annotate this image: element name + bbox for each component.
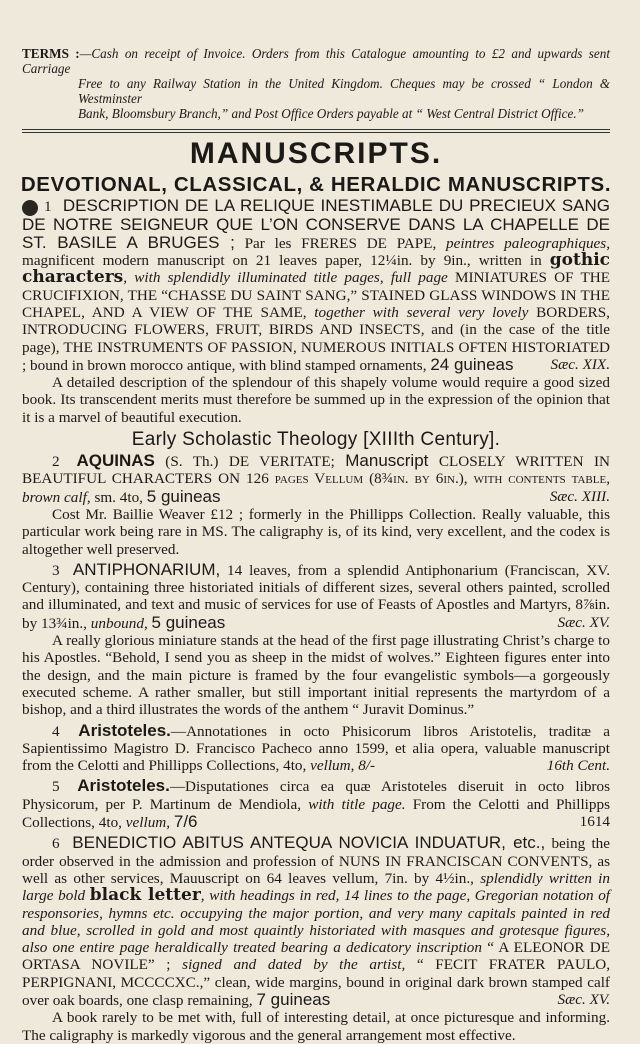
- terms-heading: TERMS :: [22, 46, 80, 61]
- lot-entry-4: 4 Aristoteles.—Annotationes in octo Phisicorum libros Aristotelis, traditæ a Sapientissimo Magistro D. Francisco Pacheco anno 1599, et alia opera, valuable manuscript from the Celotti and Phillipps Collections, 4to, vellum, 8/- 16th Cent.: [22, 720, 610, 775]
- lot-century: 16th Cent.: [546, 757, 610, 775]
- lot-century: Sæc. XIII.: [549, 487, 610, 505]
- lot-heading: Aristoteles.: [78, 720, 171, 740]
- lot-text: being the order observed in the admission and profession of NUNS IN FRANCISCAN CONVENTS, as well as other services, Mauuscript on 64 leaves vellum, 7in. by 4½in.,: [22, 835, 611, 887]
- lot-number: 1: [44, 198, 52, 215]
- lot-price: 7/6: [173, 812, 198, 832]
- lot-italic-text: vellum: [125, 814, 167, 832]
- lot-note: A really glorious miniature stands at the head of the first page illustrating Christ’s charge to his Apostles. “Behold, I send you as sheep in the midst of wolves.” Eighteen figures enter into the design, and the main picture is framed by the four evangelistic symbols—a gorgeously executed scheme. A rather smaller, but still important initial represents the martyrdom of a bishop, and a third illustrates the words of the anthem “ Juravit Dominus.”: [22, 632, 610, 719]
- lot-italic-text: vellum: [310, 757, 351, 775]
- lot-heading: AQUINAS: [76, 451, 155, 471]
- lot-entry-1: [22, 197, 610, 374]
- lot-text: From the Celotti and Phillipps Collections, 4to,: [22, 795, 610, 832]
- lot-italic-text: together with several very lovely: [314, 304, 529, 321]
- lot-text-emph: Manuscript: [345, 451, 429, 471]
- page-title: MANUSCRIPTS.: [189, 137, 443, 170]
- lot-text: “ A ELEONOR DE ORTASA NOVILE” ;: [22, 939, 610, 974]
- lot-text: —Annotationes in octo Phisicorum libros Aristotelis, traditæ a Sapientissimo Magistro D. Francisco Pacheco anno 1599, et alia opera, valuable manuscript from the Celotti and Phillipps Collections, 4to,: [22, 722, 610, 775]
- lot-italic-text: with splendidly illuminated title pages, full page: [134, 269, 448, 287]
- lot-text: , sm. 4to,: [86, 488, 143, 506]
- lot-note: A book rarely to be met with, full of interesting detail, at once picturesque and informing. The caligraphy is markedly vigorous and the general arrangement most effective.: [22, 1009, 610, 1044]
- divider-rule-thin: [22, 132, 610, 133]
- lot-italic-text: unbound: [90, 614, 144, 632]
- pointing-hand-icon: [22, 200, 38, 216]
- lot-italic-text: with title page.: [308, 795, 406, 813]
- lot-century: Sæc. XIX.: [550, 355, 610, 373]
- lot-number: 3: [52, 561, 60, 579]
- lot-number: 4: [52, 722, 60, 740]
- terms-block: [22, 46, 610, 121]
- lot-century: Sæc. XV.: [557, 613, 610, 631]
- page-subtitle: DEVOTIONAL, CLASSICAL, & HERALDIC MANUSCRIPTS.: [20, 173, 612, 196]
- terms-line-1: —Cash on receipt of Invoice. Orders from this Catalogue amounting to £2 and upwards sent Carriage: [22, 46, 611, 76]
- lot-text: 14 leaves, from a splendid Antiphonarium (Franciscan, XV. Century), containing three historiated initials of different sizes, several others painted, scrolled and illuminated, and text and music of services for use of Feasts of Apostles and Martyrs, 8⅞in. by 13¾in.,: [22, 561, 611, 632]
- lot-italic-text: signed and dated by the artist,: [182, 956, 406, 974]
- lot-number: 6: [52, 835, 60, 853]
- lot-century: 1614: [579, 813, 610, 831]
- lot-price: 7 guineas: [256, 989, 331, 1009]
- lot-italic-text: splendidly written in large bold: [22, 869, 610, 905]
- lot-price: 5 guineas: [151, 612, 226, 632]
- lot-text: ,: [123, 269, 135, 287]
- lot-heading: ANTIPHONARIUM,: [72, 559, 221, 579]
- lot-text: (S. Th.) DE VERITATE;: [154, 453, 346, 471]
- lot-text: “ FECIT FRATER PAULO, PERPIGNANI, MCCCCXC.,” clean, wide margins, bound in original dark brown stamped calf over oak boards, one clasp remaining,: [22, 956, 610, 1009]
- lot-century: Sæc. XV.: [557, 990, 610, 1008]
- lot-price: 8/-: [358, 757, 376, 775]
- lot-entry-6: [22, 834, 610, 1009]
- lot-italic-text: , with headings in red, 14 lines to the page, Gregorian notation of responsories, hymns etc. occupying the major portion, and very many capitals painted in red and blue, scrolled in gold and most quaintly historiated with masques and grotesque figures, also one entire page heraldically treated bearing a dedicatory inscription: [22, 887, 611, 957]
- terms-line-2: Free to any Railway Station in the United Kingdom. Cheques may be crossed “ London & Westminster: [78, 76, 610, 106]
- lot-entry-2: [22, 452, 610, 506]
- lot-text: MINIATURES OF THE CRUCIFIXION, THE “CHASSE DU SAINT SANG,” STAINED GLASS WINDOWS IN THE CHAPEL, AND A VIEW OF THE SAME,: [22, 269, 610, 321]
- terms-line-3: Bank, Bloomsbury Branch,” and Post Office Orders payable at “ West Central District Office.”: [78, 106, 584, 121]
- lot-gothic-text: gothic characters: [22, 250, 610, 288]
- lot-number: 2: [52, 453, 60, 471]
- lot-heading: DESCRIPTION DE LA RELIQUE INESTIMABLE DU PRECIEUX SANG DE NOTRE SEIGNEUR QUE L’ON CONSERVE DANS LA CHAPELLE DE ST. BASILE A BRUGES ;: [22, 196, 611, 252]
- lot-text: CLOSELY WRITTEN IN BEAUTIFUL CHARACTERS ON 126 pages Vellum (8¾in. by 6in.), with contents table,: [22, 453, 610, 488]
- lot-number: 5: [52, 778, 60, 796]
- lot-heading: Aristoteles.: [77, 776, 170, 796]
- lot-price: 5 guineas: [146, 486, 221, 506]
- lot-gothic-text: black letter: [89, 885, 201, 906]
- lot-heading: BENEDICTIO ABITUS ANTEQUA NOVICIA INDUATUR, etc.,: [72, 833, 546, 853]
- section-heading: Early Scholastic Theology [XIIIth Century].: [131, 429, 501, 451]
- lot-text: —Disputationes circa ea quæ Aristoteles diseruit in octo libros Physicorum, per P. Martinum de Mendiola,: [22, 778, 610, 813]
- lot-text: BORDERS, INTRODUCING FLOWERS, FRUIT, BIRDS AND INSECTS, and (in the case of the title page), THE INSTRUMENTS OF PASSION, NUMEROUS INITIALS OFTEN HISTORIATED ; bound in brown morocco antique, with blind stamped ornaments,: [22, 304, 610, 374]
- lot-note: A detailed description of the splendour of this shapely volume would require a good sized book. Its transcendent merits must therefore be summed up in the expression of the opinion that it is a marvel of beautiful execution.: [22, 374, 610, 426]
- lot-price: 24 guineas: [430, 354, 514, 374]
- lot-italic-text: brown calf: [22, 488, 87, 506]
- lot-note: Cost Mr. Baillie Weaver £12 ; formerly in the Phillipps Collection. Really valuable, this particular work being rare in MS. The caligraphy is, of its kind, very excellent, and the codex is altogether well preserved.: [22, 505, 610, 558]
- lot-entry-3: [22, 561, 610, 632]
- lot-italic-text: peintres paleographiques: [446, 234, 607, 252]
- lot-text: , magnificent modern manuscript on 21 leaves paper, 12¼in. by 9in., written in: [22, 234, 611, 270]
- lot-text: ,: [143, 614, 148, 632]
- lot-text: Par les FRERES DE PAPE,: [234, 234, 446, 252]
- divider-rule: [22, 129, 610, 130]
- lot-entry-5: 5 Aristoteles.—Disputationes circa ea quæ Aristoteles diseruit in octo libros Physicorum, per P. Martinum de Mendiola, with title page. From the Celotti and Phillipps Collections, 4to, vellum, 7/6 1614: [22, 776, 610, 832]
